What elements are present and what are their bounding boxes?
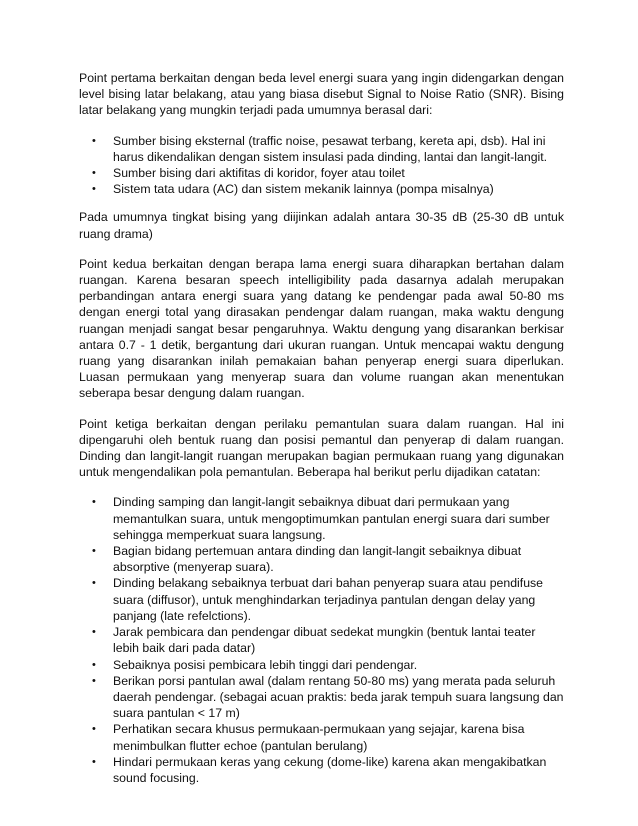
list-item-text: Sistem tata udara (AC) dan sistem mekanik lainnya (pompa misalnya) — [113, 182, 494, 197]
list-item — [79, 575, 564, 624]
paragraph-reverberation: Point kedua berkaitan dengan berapa lama energi suara diharapkan bertahan dalam ruangan. Karena besaran speech intelligibility pada dasarnya adalah merupakan perbandingan antara energi suara yang datang ke pendengar pada awal 50-80 ms dengan energi total yang dirasakan pendengar dalam ruangan, maka waktu dengung ruangan menjadi sangat besar pengaruhnya. Waktu dengung yang disarankan berkisar antara 0.7 - 1 detik, bergantung dari ukuran ruangan. Untuk mencapai waktu dengung ruang yang disarankan inilah pemakaian bahan penyerap energi suara diperlukan. Luasan permukaan yang menyerap suara dan volume ruangan akan menentukan seberapa besar dengung dalam ruangan. — [79, 256, 564, 401]
list-item — [79, 754, 564, 786]
paragraph-noise-level: Pada umumnya tingkat bising yang diijinkan adalah antara 30-35 dB (25-30 dB untuk ruang drama) — [79, 210, 564, 241]
list-item-text: Dinding belakang sebaiknya terbuat dari bahan penyerap suara atau pendifuse suara (diffusor), untuk menghindarkan terjadinya pantulan dengan delay yang panjang (late refelctions). — [113, 576, 544, 623]
bullet-icon: • — [92, 674, 96, 687]
list-item — [79, 133, 564, 165]
list-item-text: Berikan porsi pantulan awal (dalam rentang 50-80 ms) yang merata pada seluruh daerah pendengar. (sebagai acuan praktis: beda jarak tempuh suara langsung dan suara pantulan < 17 m) — [113, 673, 564, 721]
paragraph-reflection: Point ketiga berkaitan dengan perilaku pemantulan suara dalam ruangan. Hal ini dipengaruhi oleh bentuk ruang dan posisi pemantul dan penyerap di dalam ruangan. Dinding dan langit-langit ruangan merupakan bagian permukaan ruang yang digunakan untuk mengendalikan pola pemantulan. Beberapa hal berikut perlu dijadikan catatan: — [79, 416, 564, 480]
list-item — [79, 673, 564, 722]
bullet-icon: • — [92, 545, 96, 558]
list-item-text: Bagian bidang pertemuan antara dinding dan langit-langit sebaiknya dibuat absorptive (menyerap suara). — [113, 544, 522, 575]
list-item — [79, 721, 564, 753]
list-item-text: Sebaiknya posisi pembicara lebih tinggi dari pendengar. — [113, 657, 418, 672]
bullet-icon: • — [92, 723, 96, 736]
list-item — [79, 494, 564, 543]
list-item-text: Jarak pembicara dan pendengar dibuat sedekat mungkin (bentuk lantai teater lebih baik dari pada datar) — [113, 625, 536, 656]
list-item — [79, 165, 564, 181]
bullet-icon: • — [92, 755, 96, 768]
bullet-icon: • — [92, 577, 96, 590]
document-page — [79, 70, 564, 800]
list-item-text: Perhatikan secara khusus permukaan-permukaan yang sejajar, karena bisa menimbulkan flutter echoe (pantulan berulang) — [113, 722, 525, 753]
bullet-icon: • — [92, 626, 96, 639]
list-item-text: Hindari permukaan keras yang cekung (dome-like) karena akan mengakibatkan sound focusing. — [113, 754, 547, 785]
paragraph-snr: Point pertama berkaitan dengan beda level energi suara yang ingin didengarkan dengan level bising latar belakang, atau yang biasa disebut Signal to Noise Ratio (SNR). Bising latar belakang yang mungkin terjadi pada umumnya berasal dari: — [79, 71, 564, 118]
bullet-icon: • — [92, 496, 96, 509]
list-item — [79, 624, 564, 656]
list-item-text: Dinding samping dan langit-langit sebaiknya dibuat dari permukaan yang memantulkan suara, untuk mengoptimumkan pantulan energi suara dari sumber sehingga memperkuat suara langsung. — [113, 495, 550, 542]
list-item-text: Sumber bising eksternal (traffic noise, pesawat terbang, kereta api, dsb). Hal ini harus dikendalikan dengan sistem insulasi pada dinding, lantai dan langit-langit. — [113, 133, 548, 164]
bullet-icon: • — [92, 134, 96, 147]
list-item-text: Sumber bising dari aktifitas di koridor, foyer atau toilet — [113, 166, 405, 181]
reflection-notes-list — [79, 494, 564, 786]
bullet-icon: • — [92, 167, 96, 180]
bullet-icon: • — [92, 658, 96, 671]
list-item — [79, 543, 564, 575]
list-item — [79, 181, 564, 197]
list-item — [79, 657, 564, 673]
bullet-icon: • — [92, 183, 96, 196]
noise-source-list — [79, 133, 564, 198]
